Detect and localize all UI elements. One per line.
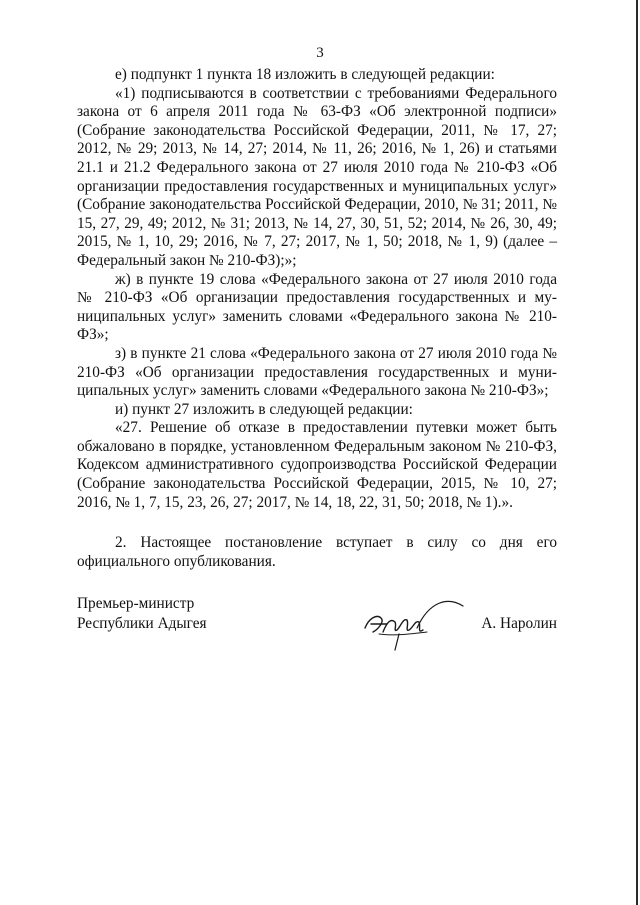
- page-edge: [636, 0, 638, 905]
- signature-block: [77, 594, 557, 654]
- paragraph-item-z: з) в пункте 21 слова «Федерального закона от 27 июля 2010 года № 210-ФЗ «Об организации предоставления государственных и муниципальных услуг» заменить словами «Федерального закона № 210-ФЗ»;: [77, 344, 557, 400]
- handwritten-signature: [359, 588, 469, 652]
- paragraph-item-e-text: «1) подписываются в соответствии с требованиями Федерального закона от 6 апреля 2011 года № 63-ФЗ «Об электронной подписи» (Собрание законодательства Российской Федерации, 2011, № 17, 27; 2012, № 29; 2013, № 14, 27; 2014, № 11, 26; 2016, № 1, 26) и статьями 21.1 и 21.2 Федерального закона от 27 июля 2010 года № 210-ФЗ «Об организации предоставления государственных и муниципальных услуг» (Собрание законодательства Российской Федерации, 2010, № 31; 2011, № 15, 27, 29, 49; 2012, № 31; 2013, № 14, 27, 30, 51, 52; 2014, № 26, 30, 49; 2015, № 1, 10, 29; 2016, № 7, 27; 2017, № 1, 50; 2018, № 1, 9) (далее – Федеральный закон № 210-ФЗ);»;: [77, 84, 557, 269]
- paragraph-item-i-text: «27. Решение об отказе в предоставлении путевки может быть обжаловано в порядке, установленном Федеральным законом № 210-ФЗ, Кодексом административного судопроизводства Российской Федерации (Собрание законодательства Российской Федерации, 2015, № 10, 27; 2016, № 1, 7, 15, 23, 26, 27; 2017, № 14, 18, 22, 31, 50; 2018, № 1).».: [77, 419, 557, 511]
- paragraph-item-i: и) пункт 27 изложить в следующей редакции:: [115, 400, 413, 418]
- paragraph-entry-into-force: 2. Настоящее постановление вступает в силу со дня его официального опубликования.: [77, 534, 557, 570]
- signatory-position-line2: Республики Адыгея: [77, 615, 207, 632]
- page-number: 3: [316, 45, 324, 61]
- signatory-position-line1: Премьер-министр: [77, 595, 195, 612]
- paragraph-item-e: е) подпункт 1 пункта 18 изложить в следующей редакции:: [115, 66, 495, 83]
- signatory-position: [77, 594, 207, 634]
- paragraph-item-zh: ж) в пункте 19 слова «Федерального закона от 27 июля 2010 года № 210-ФЗ «Об организации предоставления государственных и муниципальных услуг» заменить словами «Федерального закона № 210-ФЗ»;: [77, 270, 557, 344]
- document-body: [77, 66, 557, 571]
- signatory-name: А. Наролин: [481, 615, 557, 632]
